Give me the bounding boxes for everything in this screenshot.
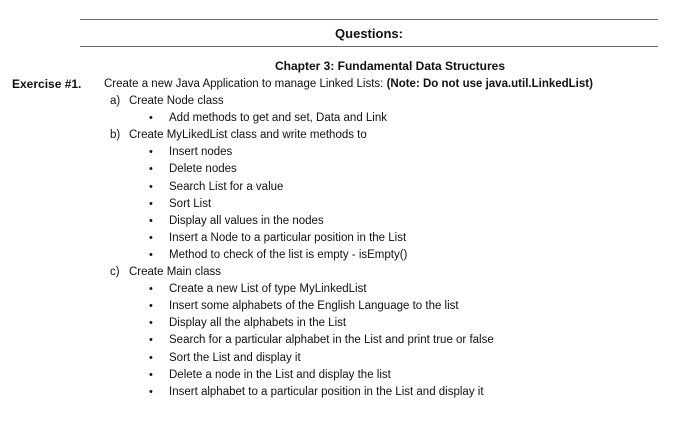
list-item xyxy=(104,179,694,196)
bullet-icon: • xyxy=(149,180,153,193)
bullet-icon: • xyxy=(149,146,153,159)
list-item-text: Create a new List of type MyLinkedList xyxy=(169,283,367,296)
bullet-icon: • xyxy=(149,248,153,261)
section-title: Create Main class xyxy=(129,266,222,279)
list-item-text: Insert nodes xyxy=(169,146,233,159)
list-item xyxy=(104,281,694,298)
bullet-icon: • xyxy=(149,368,153,381)
list-item-text: Insert some alphabets of the English Language to the list xyxy=(169,300,459,313)
section-title: Create MyLikedList class and write methods to xyxy=(129,129,367,142)
list-item-text: Method to check of the list is empty - isEmpty() xyxy=(169,248,408,261)
top-divider xyxy=(80,19,658,20)
list-item-text: Delete a node in the List and display the list xyxy=(169,368,391,381)
chapter-heading: Chapter 3: Fundamental Data Structures xyxy=(274,59,506,73)
list-item xyxy=(104,161,694,178)
bullet-icon: • xyxy=(149,317,153,330)
page-title: Questions: xyxy=(335,26,403,41)
bottom-divider xyxy=(80,46,658,47)
list-item-text: Insert a Node to a particular position in the List xyxy=(169,231,407,244)
list-item xyxy=(104,110,694,127)
list-item xyxy=(104,350,694,367)
bullet-icon: • xyxy=(149,283,153,296)
section-heading xyxy=(104,264,694,281)
list-item xyxy=(104,315,694,332)
list-item xyxy=(104,144,694,161)
list-item-text: Sort List xyxy=(169,197,212,210)
section-heading xyxy=(104,127,694,144)
exercise-intro-text: Create a new Java Application to manage Linked Lists: xyxy=(104,78,387,90)
list-item xyxy=(104,247,694,264)
list-item xyxy=(104,367,694,384)
list-item-text: Insert alphabet to a particular position in the List and display it xyxy=(169,385,484,398)
bullet-icon: • xyxy=(149,351,153,364)
bullet-icon: • xyxy=(149,385,153,398)
exercise-sections xyxy=(104,93,694,401)
list-item xyxy=(104,213,694,230)
bullet-icon: • xyxy=(149,163,153,176)
section-marker: c) xyxy=(110,266,120,279)
bullet-icon: • xyxy=(149,197,153,210)
list-item-text: Delete nodes xyxy=(169,163,237,176)
list-item-text: Sort the List and display it xyxy=(169,351,301,364)
list-item xyxy=(104,230,694,247)
bullet-icon: • xyxy=(149,112,153,125)
exercise-content xyxy=(104,76,694,401)
list-item-text: Add methods to get and set, Data and Link xyxy=(169,112,388,125)
list-item xyxy=(104,384,694,401)
list-item-text: Display all the alphabets in the List xyxy=(169,317,347,330)
exercise-label: Exercise #1. xyxy=(12,77,82,91)
section-title: Create Node class xyxy=(129,95,224,108)
section-marker: a) xyxy=(110,95,121,108)
list-item xyxy=(104,196,694,213)
list-item-text: Search List for a value xyxy=(169,180,284,193)
section-marker: b) xyxy=(110,129,121,142)
section-heading xyxy=(104,93,694,110)
list-item xyxy=(104,298,694,315)
list-item-text: Display all values in the nodes xyxy=(169,214,324,227)
bullet-icon: • xyxy=(149,231,153,244)
bullet-icon: • xyxy=(149,214,153,227)
bullet-icon: • xyxy=(149,334,153,347)
list-item xyxy=(104,332,694,349)
list-item-text: Search for a particular alphabet in the List and print true or false xyxy=(169,334,494,347)
exercise-intro xyxy=(104,76,694,93)
exercise-note: (Note: Do not use java.util.LinkedList) xyxy=(386,78,593,90)
bullet-icon: • xyxy=(149,300,153,313)
